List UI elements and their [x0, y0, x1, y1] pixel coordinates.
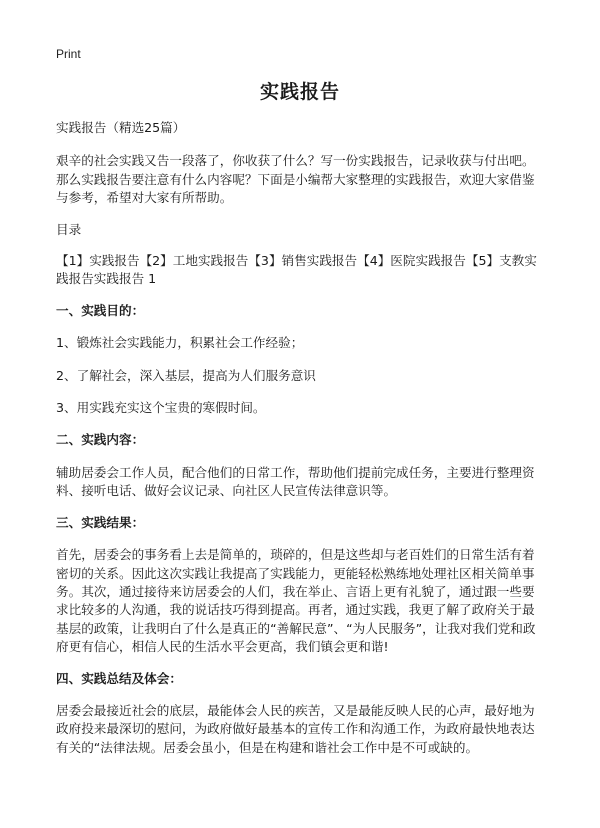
section-paragraph-summary: 居委会最接近社会的底层，最能体会人民的疾苦，又是最能反映人民的心声，最好地为政府投来最深切的慰问，为政府做好最基本的宣传工作和沟通工作，为政府最快地表达有关的“法律法规。居委会虽小，但是在构建和谐社会工作中是不可或缺的。 [56, 702, 535, 755]
document-body [56, 119, 546, 770]
section-paragraph-results: 首先，居委会的事务看上去是简单的，琐碎的，但是这些却与老百姓们的日常生活有着密切的关系。因此这次实践让我提高了实践能力，更能轻松熟练地处理社区相关简单事务。其次，通过接待来访居委会的人们，我在举止、言语上更有礼貌了，通过跟一些要求比较多的人沟通，我的说话技巧得到提高。再者，通过实践，我更了解了政府关于最基层的政策，让我明白了什么是真正的“善解民意”、“为人民服务”，让我对我们党和政府更有信心，相信人民的生活水平会更高，我们镇会更和谐! [56, 547, 536, 655]
list-item: 3、用实践充实这个宝贵的寒假时间。 [56, 400, 266, 416]
list-item: 2、了解社会，深入基层，提高为人们服务意识 [56, 367, 316, 383]
list-item: 1、锻炼社会实践能力，积累社会工作经验； [56, 335, 304, 351]
page-title: 实践报告 [259, 81, 340, 103]
toc-label: 目录 [56, 221, 82, 237]
section-heading-content: 二、实践内容： [56, 432, 145, 448]
section-heading-purpose: 一、实践目的： [56, 302, 145, 318]
section-heading-results: 三、实践结果： [56, 514, 145, 530]
section-paragraph-content: 辅助居委会工作人员，配合他们的日常工作，帮助他们提前完成任务，主要进行整理资料、接听电话、做好会议记录、向社区人民宣传法律意识等。 [56, 464, 535, 499]
section-heading-summary: 四、实践总结及体会： [56, 670, 182, 686]
document-subtitle: 实践报告（精选25篇） [56, 120, 186, 135]
print-link[interactable]: Print [56, 47, 81, 61]
toc-list: 【1】实践报告【2】工地实践报告【3】销售实践报告【4】医院实践报告【5】支教实践报告实践报告 1 [56, 253, 537, 287]
intro-paragraph: 艰辛的社会实践又告一段落了，你收获了什么？写一份实践报告，记录收获与付出吧。那么实践报告要注意有什么内容呢？下面是小编帮大家整理的实践报告，欢迎大家借鉴与参考，希望对大家有所帮助。 [56, 153, 535, 206]
